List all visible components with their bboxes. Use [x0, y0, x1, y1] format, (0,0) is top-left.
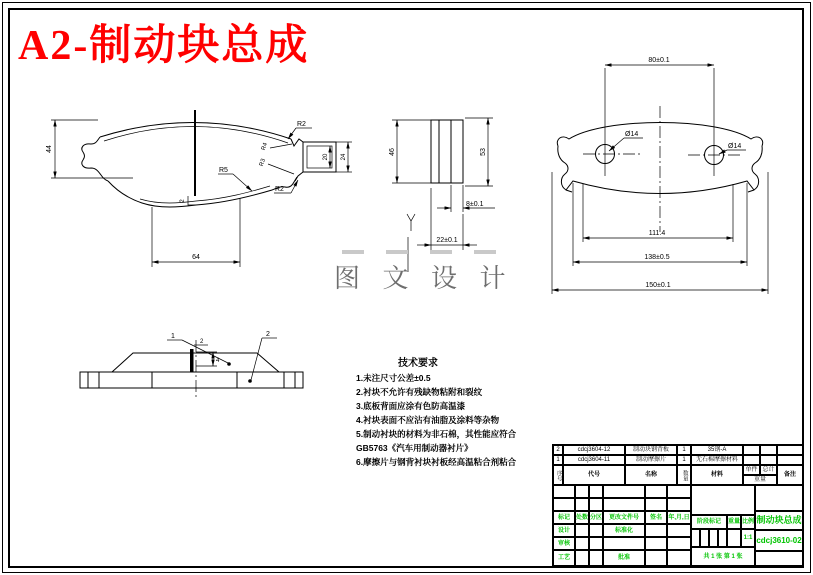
part-total-weight [760, 455, 777, 465]
rev-sign: 签名 [645, 511, 667, 524]
scale-value: 1:1 [741, 529, 755, 547]
role-cell [575, 550, 589, 566]
role-standardize: 标准化 [603, 524, 645, 537]
front-view [46, 110, 352, 267]
section-left-dim: 46 [389, 148, 396, 156]
role-design: 设计 [553, 524, 575, 537]
back-view [552, 57, 768, 294]
part-remark [777, 445, 803, 455]
front-r3-label: R3 [259, 158, 268, 168]
part-material: 无石棉摩擦材料 [691, 455, 743, 465]
role-cell [645, 537, 667, 550]
part-code: cdcj3604-12 [563, 445, 625, 455]
front-r2-bottom-label: R2 [275, 186, 284, 193]
header-qty: 数量 [677, 465, 691, 485]
tech-notes-title: 技术要求 [398, 358, 438, 369]
stage-blank [691, 485, 755, 515]
watermark-artifact [386, 250, 408, 254]
side-dim-b: 4 [216, 358, 220, 364]
section-view [389, 118, 495, 272]
surface-finish-symbol [407, 214, 415, 231]
header-total: 总计 [760, 465, 777, 475]
header-unit: 单件 [743, 465, 760, 475]
front-height-dim: 44 [46, 145, 53, 153]
rev-cell [603, 485, 645, 498]
part-unit-weight [743, 445, 760, 455]
role-cell [645, 524, 667, 537]
watermark-artifact [342, 250, 364, 254]
section-pad-dim: 8±0.1 [466, 201, 484, 208]
role-cell [667, 537, 691, 550]
tech-note-line: 4.衬块表面不应沾有油脂及涂料等杂物 [356, 415, 500, 425]
stage-label: 阶段标记 [691, 515, 727, 529]
header-material: 材料 [691, 465, 743, 485]
balloon-2: 2 [266, 331, 270, 338]
drawing-stamp-title: A2-制动块总成 [18, 23, 310, 69]
role-cell [667, 550, 691, 566]
rev-cell [667, 485, 691, 498]
header-name: 名称 [625, 465, 677, 485]
part-code: cdcj3604-11 [563, 455, 625, 465]
watermark-text: 图 文 设 计 [334, 264, 514, 293]
role-cell [589, 550, 603, 566]
front-r5-label: R5 [219, 167, 228, 174]
stage-box [709, 529, 718, 547]
header-weight: 重量 [743, 475, 777, 485]
part-name: 制动摩擦片 [625, 455, 677, 465]
rev-cell [645, 485, 667, 498]
role-cell [667, 524, 691, 537]
rev-cell [553, 498, 575, 511]
rev-cell [575, 498, 589, 511]
stage-box [718, 529, 727, 547]
stage-box [700, 529, 709, 547]
drawing-number: cdcj3610-02 [755, 530, 803, 551]
rev-cell [575, 485, 589, 498]
section-total-dim: 22±0.1 [436, 237, 458, 244]
watermark-artifact [430, 250, 452, 254]
part-remark [777, 455, 803, 465]
tech-note-line: 1.未注尺寸公差±0.5 [356, 373, 431, 383]
back-hole-right-label: Ø14 [728, 143, 742, 150]
role-audit: 审核 [553, 537, 575, 550]
role-process: 工艺 [553, 550, 575, 566]
back-hole-left-label: Ø14 [625, 131, 639, 138]
role-cell [575, 537, 589, 550]
role-cell [603, 537, 645, 550]
balloon-1: 1 [171, 333, 175, 340]
title-block [552, 444, 804, 567]
part-qty: 1 [677, 455, 691, 465]
side-view [80, 331, 303, 398]
rev-cell [645, 498, 667, 511]
tech-note-line: 2.衬块不允许有残缺物粘附和裂纹 [356, 387, 483, 397]
part-name: 制动块钢背板 [625, 445, 677, 455]
role-cell [645, 550, 667, 566]
front-width-dim: 64 [192, 254, 200, 261]
role-cell [575, 524, 589, 537]
back-mid-dim: 138±0.5 [644, 254, 670, 261]
role-cell [589, 537, 603, 550]
rev-cell [553, 485, 575, 498]
front-lug-inner-dim: 20 [323, 153, 329, 161]
rev-doc-no: 更改文件号 [603, 511, 645, 524]
back-holes-dim: 80±0.1 [648, 57, 670, 64]
header-seq: 序号 [553, 465, 563, 485]
product-name: 制动块总成 [755, 511, 803, 530]
rev-cell [589, 498, 603, 511]
role-approve: 批准 [603, 550, 645, 566]
back-overall-dim: 150±0.1 [645, 282, 671, 289]
part-seq: 1 [553, 455, 563, 465]
rev-cell [667, 498, 691, 511]
role-cell [589, 524, 603, 537]
front-lug-outer-dim: 24 [341, 153, 347, 161]
header-code: 代号 [563, 465, 625, 485]
tech-note-line: 3.底板背面应涂有色防高温漆 [356, 401, 466, 411]
front-step-dim: 2 [180, 199, 186, 203]
part-seq: 2 [553, 445, 563, 455]
blank-cell [755, 551, 803, 566]
rev-mark: 标记 [553, 511, 575, 524]
stage-box [691, 529, 700, 547]
stage-scale: 比例 [741, 515, 755, 529]
rev-cell [589, 485, 603, 498]
part-material: 35钢-A [691, 445, 743, 455]
weight-value [727, 529, 741, 547]
side-dim-a: 2 [200, 339, 204, 345]
tech-note-line: 6.摩擦片与钢背衬块衬板经高温粘合剂粘合 [356, 457, 517, 467]
watermark-artifact [474, 250, 496, 254]
tech-note-line: GB5763《汽车用制动器衬片》 [356, 443, 473, 453]
rev-date: 年,月,日 [667, 511, 691, 524]
company-cell [755, 485, 803, 511]
part-qty: 1 [677, 445, 691, 455]
sheet-count: 共 1 张 第 1 张 [691, 547, 755, 566]
front-r2-top-label: R2 [297, 121, 306, 128]
back-inner-dim: 111.4 [648, 230, 666, 237]
rev-zone: 分区 [589, 511, 603, 524]
tech-note-line: 5.制动衬块的材料为非石棉，其性能应符合 [356, 429, 517, 439]
part-total-weight [760, 445, 777, 455]
stage-weight: 重量 [727, 515, 741, 529]
header-remark: 备注 [777, 465, 803, 485]
part-unit-weight [743, 455, 760, 465]
front-r4-label: R4 [261, 142, 270, 152]
rev-count: 处数 [575, 511, 589, 524]
section-right-dim: 53 [480, 148, 487, 156]
rev-cell [603, 498, 645, 511]
technical-requirements [356, 354, 538, 469]
